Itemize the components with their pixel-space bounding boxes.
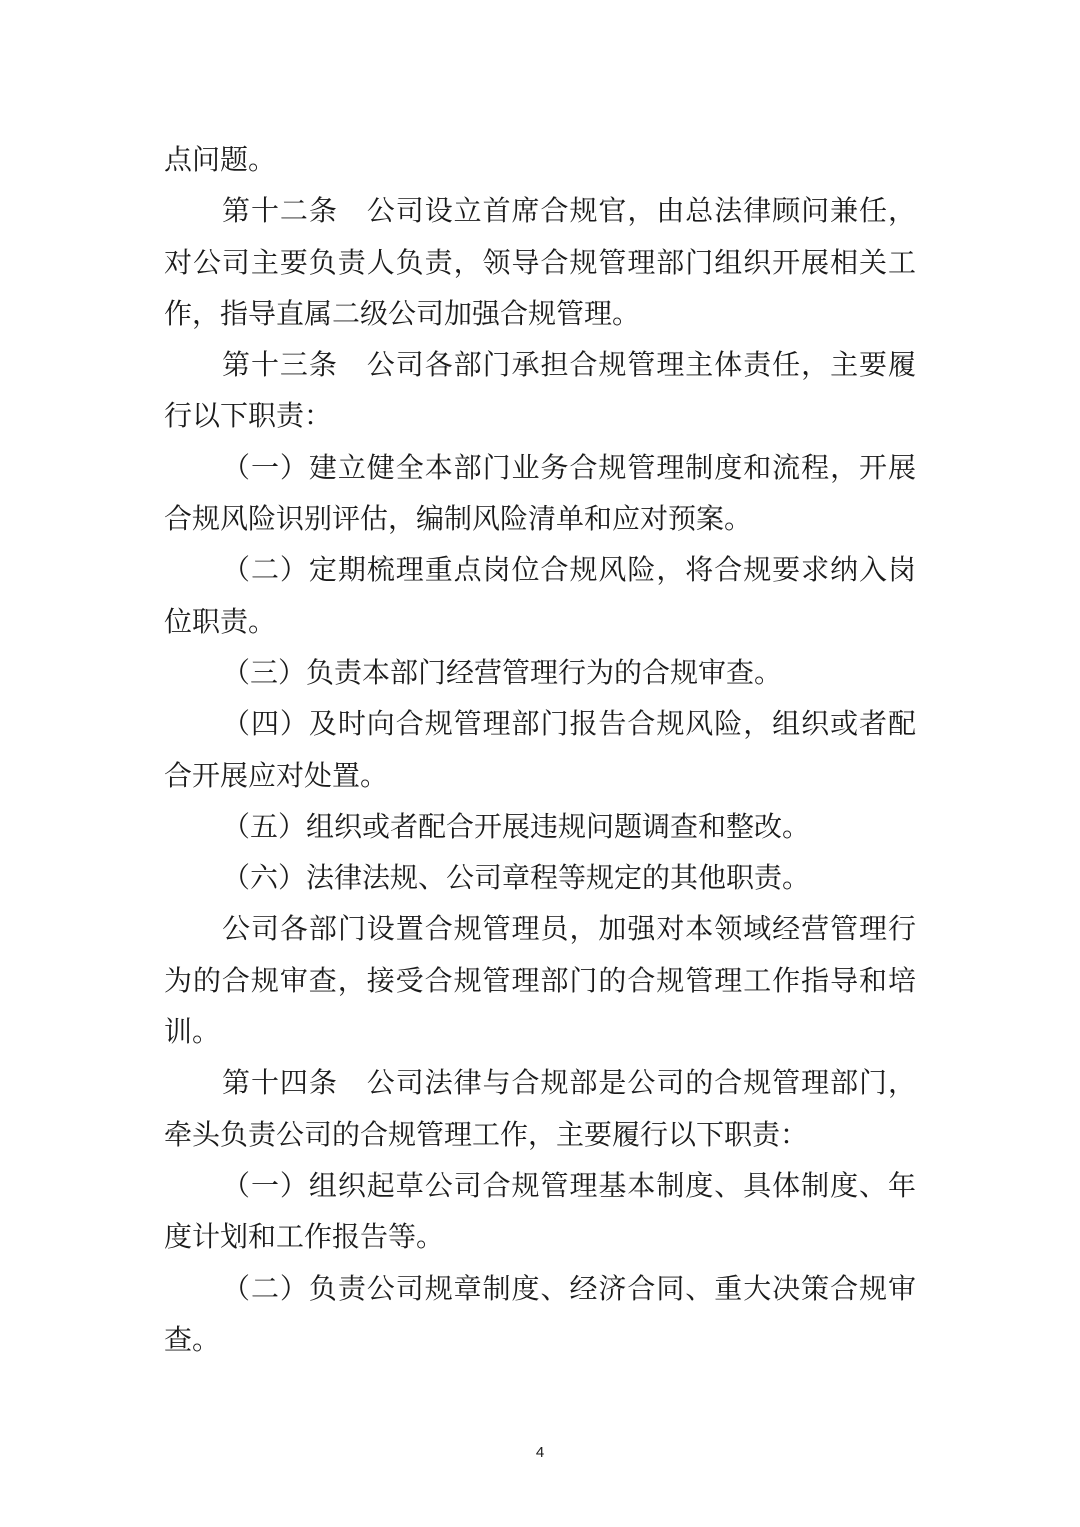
text-line: 训。 (164, 1015, 221, 1049)
text-line: 对公司主要负责人负责，领导合规管理部门组织开展相关工 (164, 245, 916, 279)
text-line: （五）组织或者配合开展违规问题调查和整改。 (222, 809, 811, 843)
text-line: 合规风险识别评估，编制风险清单和应对预案。 (164, 502, 753, 536)
text-line: 公司各部门设置合规管理员，加强对本领域经营管理行 (222, 912, 916, 946)
text-line: （二）定期梳理重点岗位合规风险，将合规要求纳入岗 (222, 553, 916, 587)
text-line: 第十三条 公司各部门承担合规管理主体责任，主要履 (222, 348, 916, 382)
text-line: 作，指导直属二级公司加强合规管理。 (164, 296, 641, 330)
text-line: 为的合规审查，接受合规管理部门的合规管理工作指导和培 (164, 963, 916, 997)
text-line: 第十二条 公司设立首席合规官，由总法律顾问兼任， (222, 194, 916, 228)
text-line: 合开展应对处置。 (164, 758, 389, 792)
text-line: （一）组织起草公司合规管理基本制度、具体制度、年 (222, 1168, 916, 1202)
text-line: （三）负责本部门经营管理行为的合规审查。 (222, 655, 783, 689)
text-line: 第十四条 公司法律与合规部是公司的合规管理部门， (222, 1066, 916, 1100)
text-line: （六）法律法规、公司章程等规定的其他职责。 (222, 861, 811, 895)
page-number: 4 (535, 1444, 545, 1461)
text-line: （二）负责公司规章制度、经济合同、重大决策合规审 (222, 1271, 916, 1305)
text-line: 点问题。 (164, 143, 277, 176)
text-line: 位职责。 (164, 604, 277, 638)
text-line: 查。 (164, 1322, 221, 1356)
text-line: （四）及时向合规管理部门报告合规风险，组织或者配 (222, 707, 916, 741)
text-line: 行以下职责： (164, 399, 333, 433)
body-text (164, 134, 916, 1365)
text-line: 度计划和工作报告等。 (164, 1220, 445, 1254)
text-line: （一）建立健全本部门业务合规管理制度和流程，开展 (222, 450, 916, 484)
text-line: 牵头负责公司的合规管理工作，主要履行以下职责： (164, 1117, 809, 1151)
